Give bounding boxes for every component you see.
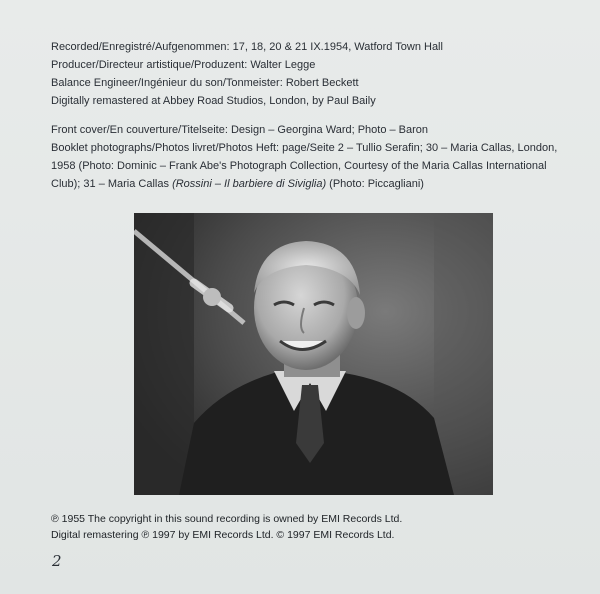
booklet-credit-text: Booklet photographs/Photos livret/Photos Heft: page/Seite 2 – Tullio Serafin; 30 – Maria Callas, London, 1958 (Photo: Dominic – Frank Abe's Photograph Collection, Courtesy of the Maria Callas International Club); 31 – Maria Callas — [51, 142, 558, 190]
portrait-illustration — [134, 213, 493, 495]
credit-line-producer: Producer/Directeur artistique/Produzent: Walter Legge — [51, 59, 316, 71]
recording-credits — [51, 38, 443, 110]
copyright-notice — [51, 511, 402, 543]
copyright-line-recording: ℗ 1955 The copyright in this sound recording is owned by EMI Records Ltd. — [51, 513, 403, 525]
opera-title: (Rossini – Il barbiere di Siviglia) — [172, 178, 327, 190]
front-cover-credit: Front cover/En couverture/Titelseite: Design – Georgina Ward; Photo – Baron — [51, 124, 429, 136]
credit-line-engineer: Balance Engineer/Ingénieur du son/Tonmeister: Robert Beckett — [51, 77, 359, 89]
photo-credits — [51, 121, 571, 193]
credit-line-recorded: Recorded/Enregistré/Aufgenommen: 17, 18, 20 & 21 IX.1954, Watford Town Hall — [51, 41, 443, 53]
credit-line-remastered: Digitally remastered at Abbey Road Studios, London, by Paul Baily — [51, 95, 376, 107]
page-number: 2 — [52, 552, 62, 570]
copyright-line-remastering: Digital remastering ℗ 1997 by EMI Records Ltd. © 1997 EMI Records Ltd. — [51, 529, 395, 541]
booklet-credit-end: (Photo: Piccagliani) — [326, 178, 424, 190]
booklet-photo-credit — [51, 139, 571, 193]
portrait-photo — [134, 213, 493, 495]
